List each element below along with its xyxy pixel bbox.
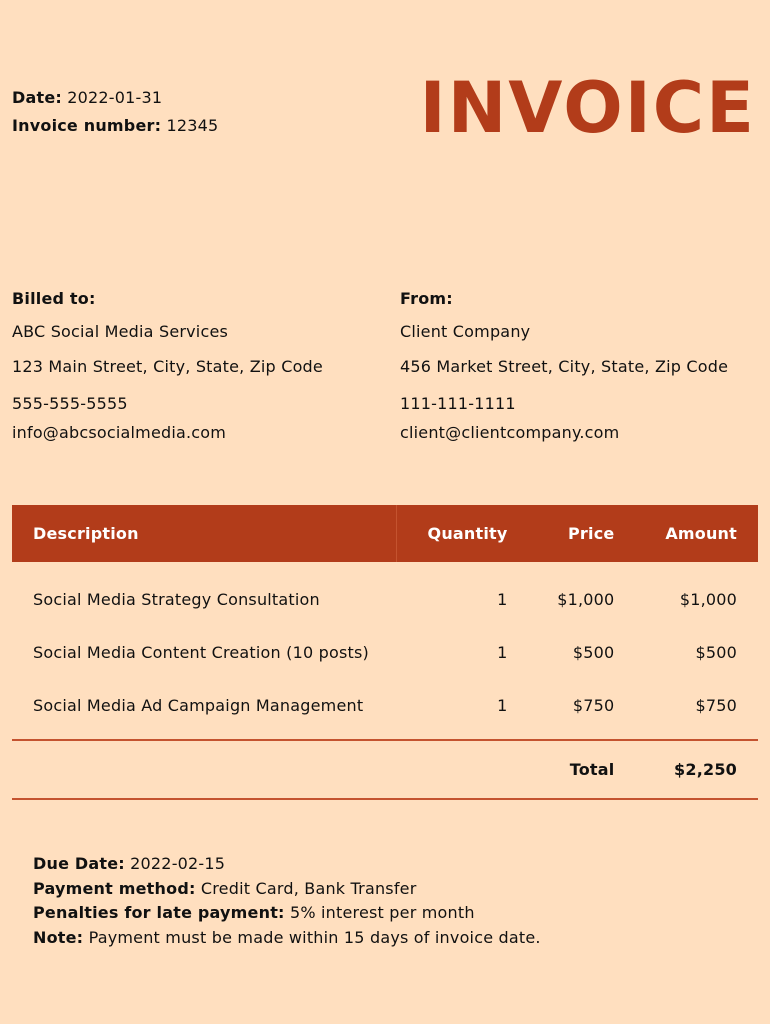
total-empty-cell [12,741,397,799]
billed-to-name: ABC Social Media Services [12,321,229,341]
billed-to-heading: Billed to: [12,289,96,308]
item-amount: $750 [695,696,737,715]
item-quantity: 1 [497,589,508,609]
from-name: Client Company [400,321,531,341]
column-header-description: Description [12,505,397,562]
from-email: client@clientcompany.com [400,422,620,442]
total-empty-cell [397,741,529,799]
due-date-value: 2022-02-15 [130,854,226,873]
payment-method-value: Credit Card, Bank Transfer [200,878,417,898]
total-row [12,741,758,799]
column-header-price: Price [568,524,615,543]
column-header-amount: Amount [665,524,737,543]
column-header-quantity: Quantity [427,524,508,543]
payment-note-value: Payment must be made within 15 days of invoice date. [88,927,541,947]
invoice-number [12,112,218,140]
total-label: Total [529,741,636,799]
from-address: 456 Market Street, City, State, Zip Code [400,356,729,376]
item-price: $750 [572,696,615,715]
table-row [12,562,758,624]
late-penalty-value: 5% interest per month [289,903,475,922]
billed-to-phone: 555-555-5555 [12,393,128,413]
table-row [12,680,758,740]
billed-to-email: info@abcsocialmedia.com [12,422,227,442]
invoice-number-value: 12345 [166,116,219,135]
item-quantity: 1 [497,696,508,715]
payment-method-label: Payment method: [33,878,196,898]
item-quantity: 1 [497,642,508,662]
due-date [33,852,541,877]
from-section [400,288,750,446]
item-description: Social Media Ad Campaign Management [33,696,364,715]
payment-note-label: Note: [33,927,84,947]
invoice-date [12,84,218,112]
due-date-label: Due Date: [33,854,125,873]
billed-to-section [12,288,382,446]
item-description: Social Media Strategy Consultation [33,589,320,609]
invoice-number-label: Invoice number: [12,116,162,135]
line-items-table [12,505,758,800]
item-price: $500 [572,642,615,662]
late-penalty-label: Penalties for late payment: [33,903,285,922]
invoice-date-label: Date: [12,88,62,107]
invoice-meta [12,84,218,140]
payment-note [33,926,541,951]
billed-to-address: 123 Main Street, City, State, Zip Code [12,356,323,376]
total-value: $2,250 [635,741,758,799]
payment-terms [33,852,541,950]
table-header-row [12,505,758,562]
invoice-title: INVOICE [419,67,756,149]
item-amount: $1,000 [679,589,737,609]
item-amount: $500 [695,642,737,662]
item-description: Social Media Content Creation (10 posts) [33,642,369,662]
item-price: $1,000 [557,589,615,609]
late-penalty [33,901,541,926]
from-heading: From: [400,289,453,308]
payment-method [33,877,541,902]
invoice-date-value: 2022-01-31 [67,88,163,107]
table-row [12,624,758,680]
from-phone: 111-111-1111 [400,393,516,413]
